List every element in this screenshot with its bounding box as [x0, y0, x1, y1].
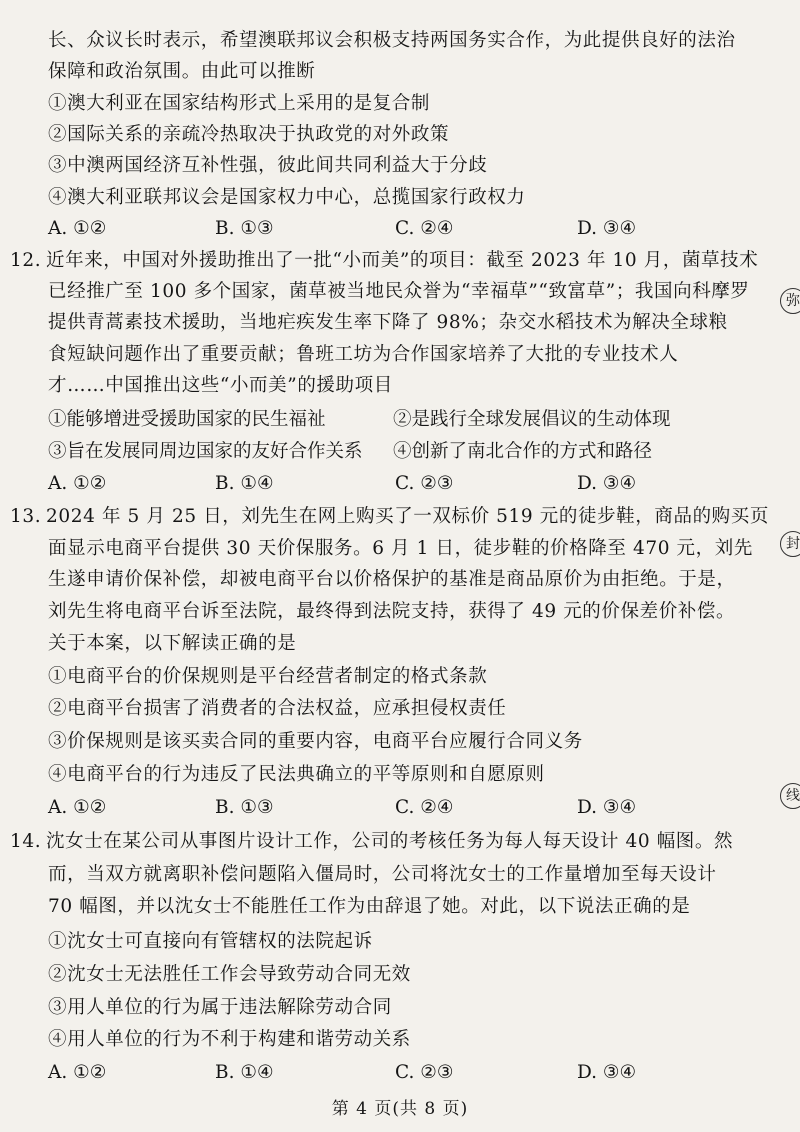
statement: ①能够增进受援助国家的民生福祉	[48, 409, 326, 430]
option-a: A. ①②	[48, 218, 107, 239]
intro-options	[48, 214, 768, 244]
option-c: C. ②④	[395, 218, 454, 239]
option-b: B. ①③	[215, 218, 274, 239]
statement: ①电商平台的价保规则是平台经营者制定的格式条款	[48, 666, 488, 687]
statement: ③旨在发展同周边国家的友好合作关系	[48, 441, 363, 462]
question-text: 2024 年 5 月 25 日，刘先生在网上购买了一双标价 519 元的徒步鞋，商品的购买页	[46, 506, 769, 527]
option-b: B. ①③	[215, 797, 274, 818]
question-number: 14.	[10, 831, 42, 852]
intro-statement: ②国际关系的亲疏冷热取决于执政党的对外政策	[48, 124, 450, 145]
intro-line: 长、众议长时表示，希望澳联邦议会积极支持两国务实合作，为此提供良好的法治	[48, 30, 736, 51]
question-line: 食短缺问题作出了重要贡献；鲁班工坊为合作国家培养了大批的专业技术人	[48, 344, 679, 365]
margin-seal-mark: 封	[780, 531, 800, 557]
statement: ①沈女士可直接向有管辖权的法院起诉	[48, 931, 373, 952]
question-options	[48, 1058, 768, 1088]
intro-statement: ③中澳两国经济互补性强，彼此间共同利益大于分歧	[48, 155, 488, 176]
question-line: 才……中国推出这些“小而美”的援助项目	[48, 375, 393, 396]
intro-line: 保障和政治氛围。由此可以推断	[48, 61, 316, 82]
option-a: A. ①②	[48, 473, 107, 494]
option-b: B. ①④	[215, 473, 274, 494]
question-line: 提供青蒿素技术援助，当地疟疾发生率下降了 98%；杂交水稻技术为解决全球粮	[48, 312, 728, 333]
question-number: 12.	[10, 250, 42, 271]
page-footer: 第 4 页(共 8 页)	[331, 1099, 469, 1119]
margin-seal-mark: 线	[780, 783, 800, 809]
option-b: B. ①④	[215, 1062, 274, 1083]
statement: ②是践行全球发展倡议的生动体现	[393, 409, 671, 430]
question-line: 面显示电商平台提供 30 天价保服务。6 月 1 日，徒步鞋的价格降至 470 元，刘先	[48, 538, 753, 559]
option-d: D. ③④	[577, 218, 637, 239]
option-d: D. ③④	[577, 1062, 637, 1083]
question-line	[10, 827, 734, 857]
statement: ④电商平台的行为违反了民法典确立的平等原则和自愿原则	[48, 764, 545, 785]
option-a: A. ①②	[48, 797, 107, 818]
question-line: 刘先生将电商平台诉至法院，最终得到法院支持，获得了 49 元的价保差价补偿。	[48, 601, 736, 622]
question-text: 沈女士在某公司从事图片设计工作，公司的考核任务为每人每天设计 40 幅图。然	[46, 831, 734, 852]
option-d: D. ③④	[577, 797, 637, 818]
question-line: 生遂申请价保补偿，却被电商平台以价格保护的基准是商品原价为由拒绝。于是，	[48, 569, 736, 590]
statement: ④用人单位的行为不利于构建和谐劳动关系	[48, 1029, 411, 1050]
option-c: C. ②③	[395, 1062, 454, 1083]
statement-row	[48, 437, 768, 467]
question-line	[10, 246, 759, 276]
statement: ②沈女士无法胜任工作会导致劳动合同无效	[48, 964, 411, 985]
option-c: C. ②④	[395, 797, 454, 818]
statement-row	[48, 405, 768, 435]
question-text: 近年来，中国对外援助推出了一批“小而美”的项目：截至 2023 年 10 月，菌草技术	[46, 250, 759, 271]
question-line: 已经推广至 100 多个国家，菌草被当地民众誉为“幸福草”“致富草”；我国向科摩罗	[48, 281, 750, 302]
question-line: 关于本案，以下解读正确的是	[48, 633, 297, 654]
question-number: 13.	[10, 506, 42, 527]
statement: ③用人单位的行为属于违法解除劳动合同	[48, 997, 392, 1018]
margin-seal-mark: 弥	[780, 288, 800, 314]
intro-statement: ④澳大利亚联邦议会是国家权力中心，总揽国家行政权力	[48, 187, 526, 208]
question-line	[10, 502, 769, 532]
option-c: C. ②③	[395, 473, 454, 494]
option-d: D. ③④	[577, 473, 637, 494]
option-a: A. ①②	[48, 1062, 107, 1083]
question-line: 而，当双方就离职补偿问题陷入僵局时，公司将沈女士的工作量增加至每天设计	[48, 864, 717, 885]
question-options	[48, 793, 768, 823]
statement: ④创新了南北合作的方式和路径	[393, 441, 653, 462]
statement: ③价保规则是该买卖合同的重要内容，电商平台应履行合同义务	[48, 731, 583, 752]
question-line: 70 幅图，并以沈女士不能胜任工作为由辞退了她。对此，以下说法正确的是	[48, 896, 691, 917]
statement: ②电商平台损害了消费者的合法权益，应承担侵权责任	[48, 698, 507, 719]
intro-statement: ①澳大利亚在国家结构形式上采用的是复合制	[48, 93, 431, 114]
question-options	[48, 469, 768, 499]
